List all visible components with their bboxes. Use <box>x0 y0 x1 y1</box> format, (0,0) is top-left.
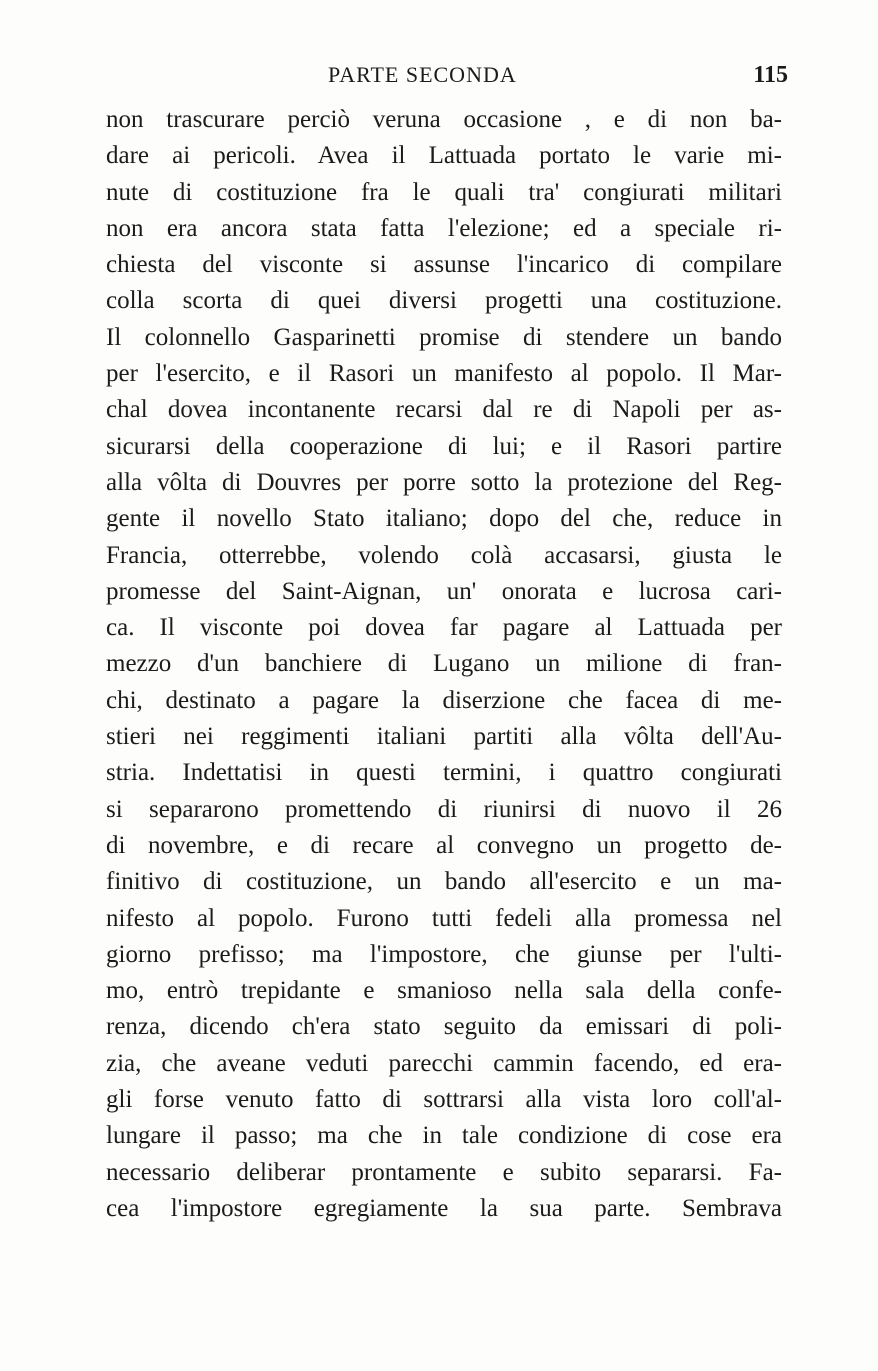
text-line: mezzo d'un banchiere di Lugano un milione di fran- <box>106 650 782 678</box>
text-line: nute di costituzione fra le quali tra' congiurati militari <box>106 178 782 206</box>
text-line: cea l'impostore egregiamente la sua parte. Sembrava <box>106 1194 782 1222</box>
text-line: non trascurare perciò veruna occasione , e di non ba- <box>106 106 782 133</box>
text-line: stria. Indettatisi in questi termini, i quattro congiurati <box>106 759 782 787</box>
text-line: mo, entrò trepidante e smanioso nella sala della confe- <box>106 977 782 1005</box>
text-line: non era ancora stata fatta l'elezione; ed a speciale ri- <box>106 214 782 242</box>
text-line: nifesto al popolo. Furono tutti fedeli alla promessa nel <box>106 904 782 932</box>
text-line: chal dovea incontanente recarsi dal re di Napoli per as- <box>106 396 782 424</box>
running-title: PARTE SECONDA <box>328 62 517 87</box>
text-line: gente il novello Stato italiano; dopo del che, reduce in <box>106 505 782 533</box>
text-line: renza, dicendo ch'era stato seguito da emissari di poli- <box>106 1013 782 1041</box>
running-head <box>108 62 788 96</box>
text-line: zia, che aveane veduti parecchi cammin facendo, ed era- <box>106 1049 782 1077</box>
text-line: gli forse venuto fatto di sottrarsi alla vista loro coll'al- <box>106 1086 782 1114</box>
body-text <box>106 102 782 1227</box>
text-line: necessario deliberar prontamente e subito separarsi. Fa- <box>106 1158 782 1186</box>
text-line: per l'esercito, e il Rasori un manifesto al popolo. Il Mar- <box>106 360 782 388</box>
text-line: Il colonnello Gasparinetti promise di stendere un bando <box>106 323 782 351</box>
text-line: di novembre, e di recare al convegno un progetto de- <box>106 831 782 859</box>
text-line: ca. Il visconte poi dovea far pagare al Lattuada per <box>106 614 782 642</box>
text-line: stieri nei reggimenti italiani partiti alla vôlta dell'Au- <box>106 723 782 751</box>
text-line: dare ai pericoli. Avea il Lattuada portato le varie mi- <box>106 142 782 170</box>
text-line: alla vôlta di Douvres per porre sotto la protezione del Reg- <box>106 468 782 496</box>
text-line: giorno prefisso; ma l'impostore, che giunse per l'ulti- <box>106 940 782 968</box>
text-line: colla scorta di quei diversi progetti una costituzione. <box>106 287 782 315</box>
text-line: chi, destinato a pagare la diserzione che facea di me- <box>106 686 782 714</box>
text-line: finitivo di costituzione, un bando all'esercito e un ma- <box>106 868 782 896</box>
text-line: promesse del Saint-Aignan, un' onorata e lucrosa cari- <box>106 577 782 605</box>
text-line: chiesta del visconte si assunse l'incarico di compilare <box>106 251 782 279</box>
text-line: lungare il passo; ma che in tale condizione di cose era <box>106 1122 782 1150</box>
page-number: 115 <box>753 62 788 88</box>
text-line: Francia, otterrebbe, volendo colà accasarsi, giusta le <box>106 541 782 569</box>
text-line: sicurarsi della cooperazione di lui; e il Rasori partire <box>106 432 782 460</box>
text-line: si separarono promettendo di riunirsi di nuovo il 26 <box>106 795 782 823</box>
